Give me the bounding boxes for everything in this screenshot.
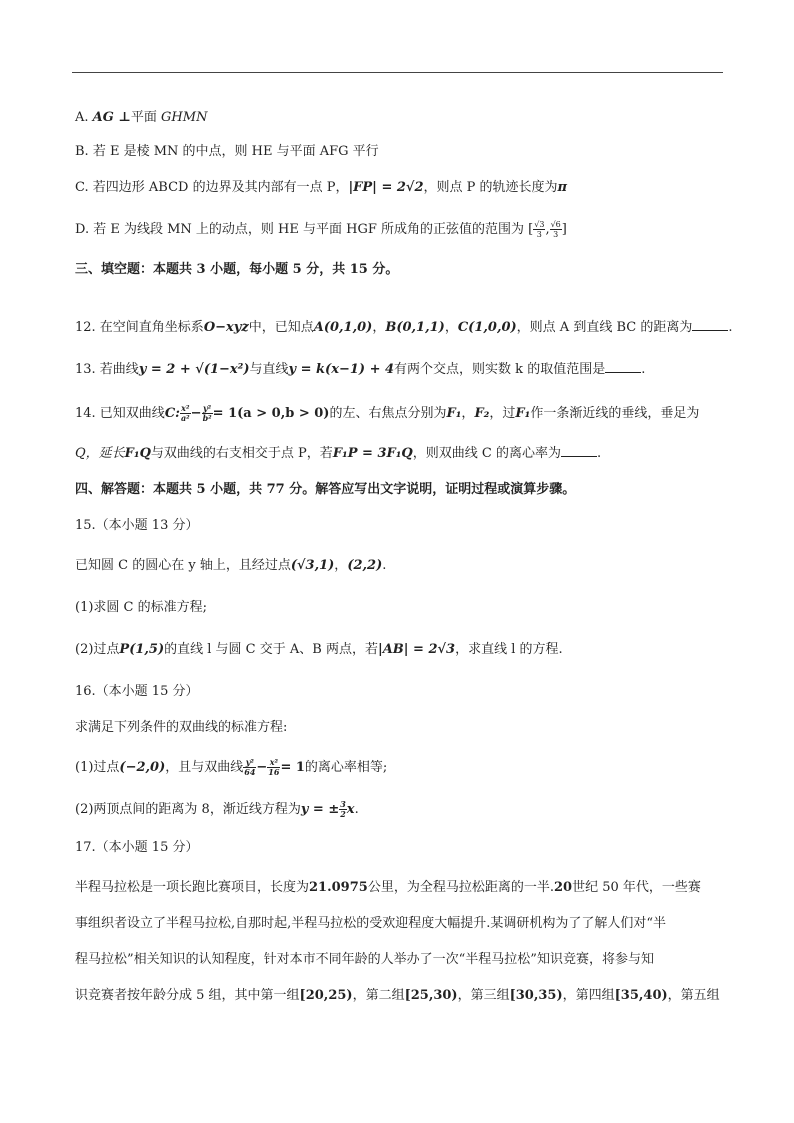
math-point-a: A(0,1,0) [313,320,373,335]
math-point-sqrt3-1: (√3,1) [290,558,335,573]
fraction-x2-a2: $\frac{\text{x²}}{\text{a²}}$ [180,403,190,423]
question-15-title: 15.（本小题 13 分） [75,518,199,533]
question-16-stem: 求满足下列条件的双曲线的标准方程: [75,720,288,735]
question-17-line-4: 识竞赛者按年龄分成 5 组，其中第一组[20,25)，第二组[25,30)，第三组[30,35)，第四组[35,40)，第五组 [75,988,720,1003]
math-curve: y = 2 + √(1−x²) [138,362,250,377]
math-coord-system: O−xyz [203,320,249,335]
question-13: 13. 若曲线y = 2 + √(1−x²)与直线y = k(x−1) + 4有两个交点，则实数 k 的取值范围是 . [75,358,645,380]
question-15-stem: 已知圆 C 的圆心在 y 轴上，且经过点(√3,1)，(2,2). [75,558,387,573]
math-group-2: [25,30) [404,988,458,1003]
fraction-y2-b2: $\frac{\text{y²}}{\text{b²}}$ [202,403,212,423]
question-16-part-2: (2)两顶点间的距离为 8，渐近线方程为y = ± $\frac{3}{2}$ x. [75,799,359,819]
question-16-part-1: (1)过点(−2,0)，且与双曲线 $\frac{\text{y²}}{64}$ − $\frac{\text{x²}}{16}$ = 1的离心率相等; [75,757,388,777]
question-17-title: 17.（本小题 15 分） [75,840,199,855]
math-chord-length: |AB| = 2√3 [377,642,456,657]
question-17-line-1: 半程马拉松是一项长跑比赛项目，长度为21.0975公里，为全程马拉松距离的一半.20世纪 50 年代，一些赛 [75,880,701,895]
fraction-sqrt3-3: $\frac{√3}{3}$ [534,220,545,239]
answer-blank-14 [561,442,597,457]
header-rule [72,72,723,73]
math-point-p: P(1,5) [119,642,165,657]
fraction-x2-16: $\frac{\text{x²}}{16}$ [268,757,280,777]
answer-blank-13 [605,358,641,373]
math-group-1: [20,25) [299,988,353,1003]
math-point-2-2: (2,2) [347,558,383,573]
question-16-title: 16.（本小题 15 分） [75,684,199,699]
option-b: B. 若 E 是棱 MN 的中点，则 HE 与平面 AFG 平行 [75,144,379,159]
option-c: C. 若四边形 ABCD 的边界及其内部有一点 P，|FP| = 2√2，则点 P 的轨迹长度为π [75,180,568,195]
answer-blank-12 [692,316,728,331]
math-distance: 21.0975 [309,880,368,895]
section-heading-fill-in: 三、填空题：本题共 3 小题，每小题 5 分，共 15 分。 [75,262,399,277]
question-15-part-1: (1)求圆 C 的标准方程; [75,600,208,615]
math-point-b: B(0,1,1) [385,320,445,335]
question-14-line-1: 14. 已知双曲线C: $\frac{\text{x²}}{\text{a²}}$ − $\frac{\text{y²}}{\text{b²}}$ = 1(a > 0,b > 0)的左、右焦点分别为F₁，F₂，过F₁作一条渐近线的垂线，垂足为 [75,403,700,423]
math-point-neg2-0: (−2,0) [119,760,166,775]
question-17-line-3: 程马拉松”相关知识的认知程度，针对本市不同年龄的人举办了一次“半程马拉松”知识竞赛，将参与知 [75,952,654,967]
math-pi: π [557,180,568,195]
question-15-part-2: (2)过点P(1,5)的直线 l 与圆 C 交于 A、B 两点，若|AB| = 2√3，求直线 l 的方程. [75,642,563,657]
math-vector-equation: F₁P = 3F₁Q [332,446,413,461]
option-d: D. 若 E 为线段 MN 上的动点，则 HE 与平面 HGF 所成角的正弦值的范围为 [ $\frac{√3}{3}$ , $\frac{√6}{3}$ ] [75,220,567,239]
math-group-4: [35,40) [614,988,668,1003]
math-line: y = k(x−1) + 4 [288,362,395,377]
option-a: A. AG ⊥平面 GHMN [75,110,208,125]
question-17-line-2: 事组织者设立了半程马拉松,自那时起,半程马拉松的受欢迎程度大幅提升.某调研机构为了了解人们对“半 [75,916,667,931]
section-heading-solutions: 四、解答题：本题共 5 小题，共 77 分。解答应写出文字说明，证明过程或演算步骤。 [75,482,576,497]
math-fp: |FP| = 2√2 [348,180,424,195]
fraction-3-2: $\frac{3}{2}$ [340,799,346,819]
math-ag-perp: AG ⊥ [92,110,131,125]
math-group-3: [30,35) [509,988,563,1003]
question-12: 12. 在空间直角坐标系O−xyz中，已知点A(0,1,0)，B(0,1,1)，C(1,0,0)，则点 A 到直线 BC 的距离为 . [75,316,732,338]
fraction-sqrt6-3: $\frac{√6}{3}$ [550,220,561,239]
question-14-line-2: Q，延长F₁Q与双曲线的右支相交于点 P，若F₁P = 3F₁Q，则双曲线 C 的离心率为 . [75,442,601,464]
math-point-c: C(1,0,0) [457,320,517,335]
fraction-y2-64: $\frac{\text{y²}}{64}$ [244,757,256,777]
